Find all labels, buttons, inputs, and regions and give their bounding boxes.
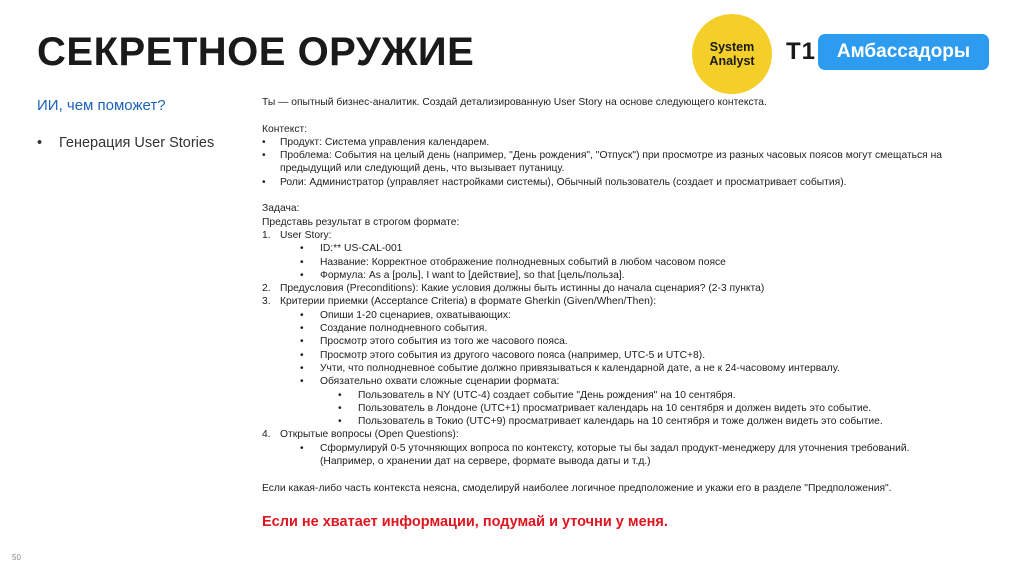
list-item: • Название: Корректное отображение полнодневных событий в любом часовом поясе [300, 256, 726, 268]
list-item: • Роли: Администратор (управляет настройками системы), Обычный пользователь (создает и просматривает события). [262, 176, 847, 188]
logo-line2: Analyst [709, 54, 755, 68]
list-item: • Обязательно охвати сложные сценарии формата: [300, 376, 560, 388]
left-bullet-label: Генерация User Stories [59, 135, 215, 151]
list-item: • Просмотр этого события из другого часового пояса (например, UTC-5 и UTC+8). [300, 349, 706, 361]
list-item: • Сформулируй 0-5 уточняющих вопроса по контексту, которые ты бы задал продукт-менеджеру для уточнения требований. [300, 442, 910, 454]
list-item: • Опиши 1-20 сценариев, охватывающих: [300, 309, 511, 321]
list-item: • Создание полнодневного события. [300, 323, 488, 335]
logo-line1: System [709, 40, 755, 54]
list-item: • Продукт: Система управления календарем. [262, 136, 490, 148]
page-number: 50 [12, 553, 21, 562]
prompt-text-block [262, 96, 1007, 495]
red-highlight-note: Если не хватает информации, подумай и уточни у меня. [262, 514, 668, 530]
list-item: • Просмотр этого события из того же часового пояса. [300, 336, 568, 348]
list-item: • Проблема: События на целый день (например, "День рождения", "Отпуск") при просмотре из разных часовых поясов могут смещаться на [262, 150, 943, 162]
intro-line: Ты — опытный бизнес-аналитик. Создай детализированную User Story на основе следующего контекста. [262, 97, 767, 108]
left-bullet-item [37, 135, 214, 151]
t1-logo: T1 [786, 38, 817, 65]
list-item-continuation: (Например, о хранении дат на сервере, формате вывода даты и т.д.) [320, 456, 651, 468]
numbered-item-2: 2. Предусловия (Preconditions): Какие условия должны быть истинны до начала сценария? (2-3 пункта) [262, 283, 765, 295]
context-label: Контекст: [262, 123, 308, 135]
bullet-icon: • [37, 135, 43, 151]
slide-subtitle: ИИ, чем поможет? [37, 97, 166, 114]
list-item: • Формула: As a [роль], I want to [действие], so that [цель/польза]. [300, 269, 625, 281]
list-item-continuation: предыдущий или следующий день, что вызывает путаницу. [280, 163, 565, 175]
numbered-item-3: 3. Критерии приемки (Acceptance Criteria) в формате Gherkin (Given/When/Then): [262, 296, 657, 308]
closing-line: Если какая-либо часть контекста неясна, смоделируй наиболее логичное предположение и укажи его в разделе "Предположения". [262, 482, 892, 494]
sub-list-item: • Пользователь в Лондоне (UTC+1) просматривает календарь на 10 сентября и должен видеть это событие. [338, 402, 872, 414]
numbered-item-1: 1. User Story: [262, 229, 332, 241]
format-label: Представь результат в строгом формате: [262, 216, 460, 228]
list-item: • Учти, что полнодневное событие должно привязываться к календарной дате, а не к 24-часовому интервалу. [300, 362, 840, 374]
numbered-item-4: 4. Открытые вопросы (Open Questions): [262, 429, 459, 441]
sub-list-item: • Пользователь в Токио (UTC+9) просматривает календарь на 10 сентября и тоже должен видеть это событие. [338, 416, 883, 428]
system-analyst-logo [692, 14, 772, 94]
list-item: • ID:** US-CAL-001 [300, 243, 403, 255]
task-label: Задача: [262, 203, 300, 215]
slide-title: СЕКРЕТНОЕ ОРУЖИЕ [37, 30, 475, 74]
sub-list-item: • Пользователь в NY (UTC-4) создает событие "День рождения" на 10 сентября. [338, 389, 736, 401]
ambassador-badge: Амбассадоры [818, 34, 989, 70]
